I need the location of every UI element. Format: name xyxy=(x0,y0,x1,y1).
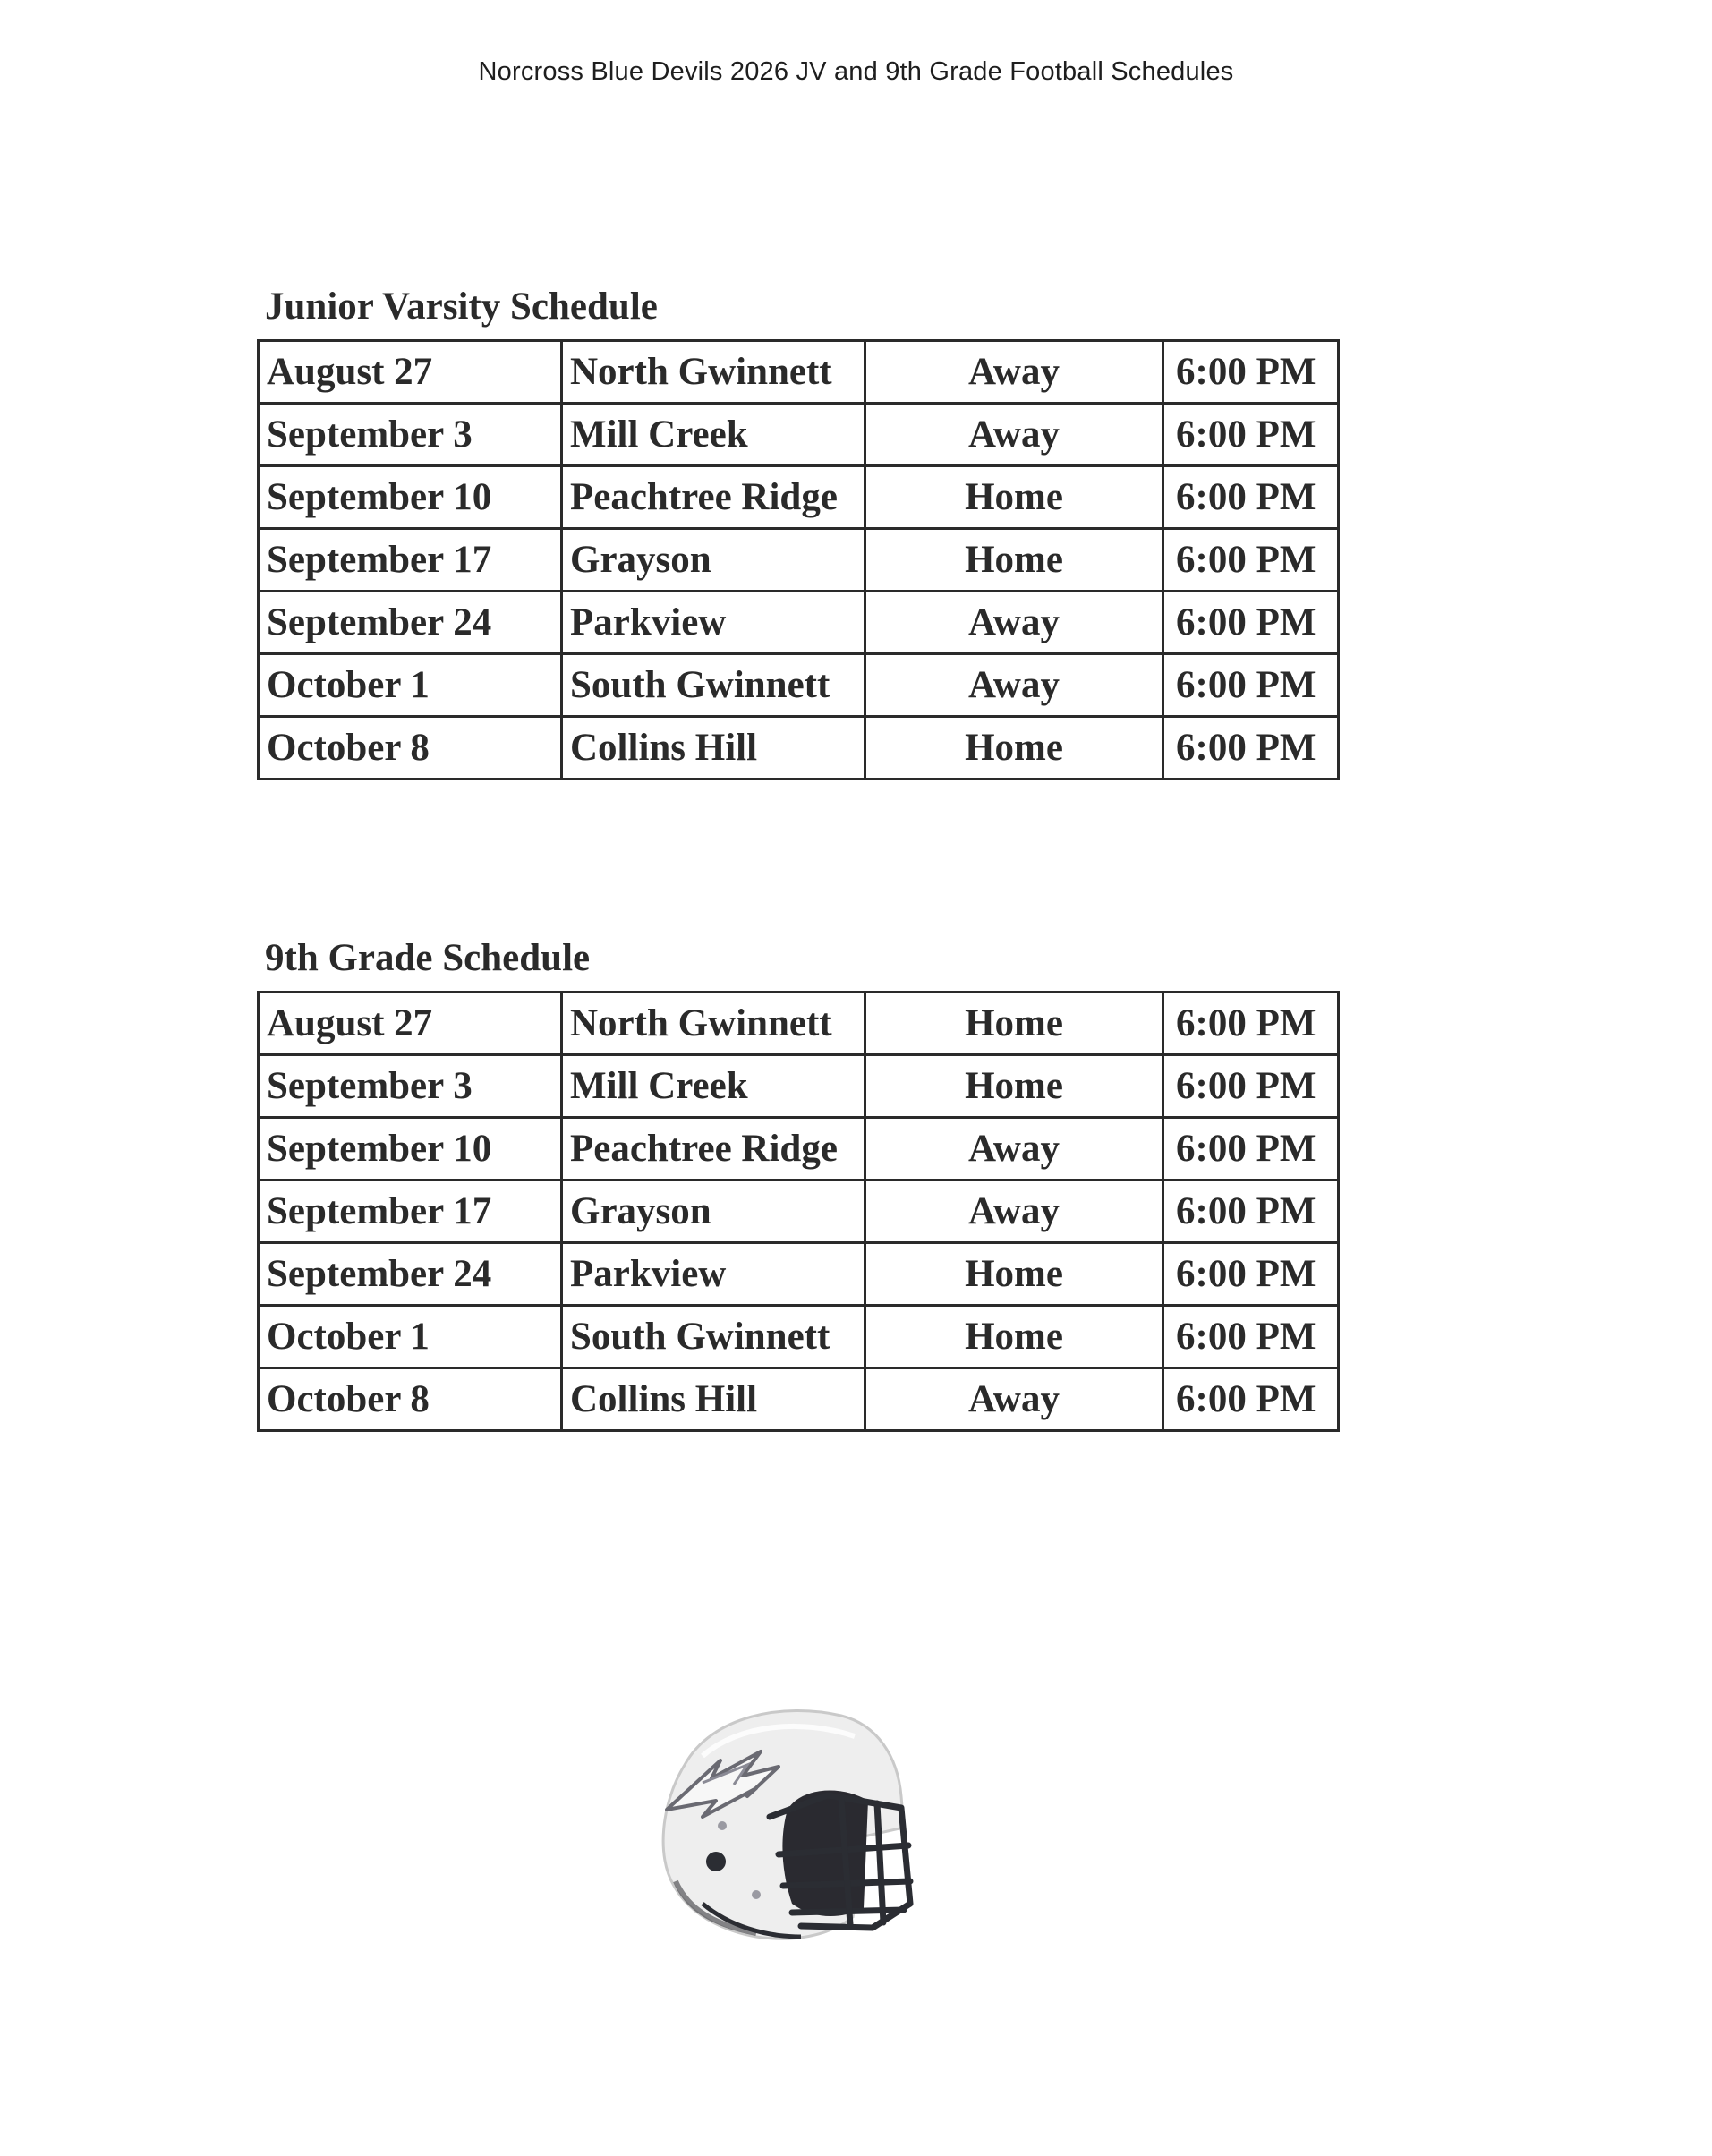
game-location: Home xyxy=(865,1243,1163,1306)
game-time: 6:00 PM xyxy=(1163,1306,1339,1368)
game-time: 6:00 PM xyxy=(1163,1118,1339,1180)
game-location: Away xyxy=(865,1180,1163,1243)
game-opponent: Collins Hill xyxy=(562,717,865,780)
table-row xyxy=(259,993,1339,1055)
game-time: 6:00 PM xyxy=(1163,654,1339,717)
game-location: Away xyxy=(865,1118,1163,1180)
game-opponent: Peachtree Ridge xyxy=(562,1118,865,1180)
game-opponent: North Gwinnett xyxy=(562,993,865,1055)
table-row xyxy=(259,341,1339,404)
football-helmet-icon xyxy=(649,1702,962,1953)
game-time: 6:00 PM xyxy=(1163,1180,1339,1243)
ninth-grade-schedule-heading: 9th Grade Schedule xyxy=(265,937,591,979)
table-row xyxy=(259,1306,1339,1368)
game-date: September 10 xyxy=(259,1118,562,1180)
game-location: Away xyxy=(865,1368,1163,1431)
table-row xyxy=(259,717,1339,780)
game-date: September 17 xyxy=(259,1180,562,1243)
game-location: Home xyxy=(865,1055,1163,1118)
game-time: 6:00 PM xyxy=(1163,529,1339,592)
game-location: Home xyxy=(865,466,1163,529)
table-row xyxy=(259,404,1339,466)
game-location: Home xyxy=(865,529,1163,592)
table-row xyxy=(259,529,1339,592)
game-date: October 8 xyxy=(259,1368,562,1431)
game-time: 6:00 PM xyxy=(1163,993,1339,1055)
game-time: 6:00 PM xyxy=(1163,466,1339,529)
game-location: Away xyxy=(865,654,1163,717)
table-row xyxy=(259,1180,1339,1243)
table-row xyxy=(259,1055,1339,1118)
game-opponent: Grayson xyxy=(562,1180,865,1243)
game-opponent: Parkview xyxy=(562,1243,865,1306)
game-date: September 24 xyxy=(259,592,562,654)
game-date: September 3 xyxy=(259,404,562,466)
game-opponent: Parkview xyxy=(562,592,865,654)
table-row xyxy=(259,1118,1339,1180)
game-opponent: Grayson xyxy=(562,529,865,592)
game-date: August 27 xyxy=(259,993,562,1055)
ninth-grade-schedule-table xyxy=(257,991,1340,1432)
game-date: September 10 xyxy=(259,466,562,529)
game-time: 6:00 PM xyxy=(1163,404,1339,466)
game-time: 6:00 PM xyxy=(1163,1368,1339,1431)
game-date: August 27 xyxy=(259,341,562,404)
game-time: 6:00 PM xyxy=(1163,592,1339,654)
game-opponent: Peachtree Ridge xyxy=(562,466,865,529)
game-opponent: Mill Creek xyxy=(562,1055,865,1118)
game-opponent: South Gwinnett xyxy=(562,654,865,717)
game-date: September 17 xyxy=(259,529,562,592)
game-opponent: North Gwinnett xyxy=(562,341,865,404)
game-location: Away xyxy=(865,341,1163,404)
table-row xyxy=(259,1368,1339,1431)
page-title: Norcross Blue Devils 2026 JV and 9th Grade Football Schedules xyxy=(478,57,1234,86)
game-date: October 8 xyxy=(259,717,562,780)
game-location: Home xyxy=(865,1306,1163,1368)
game-date: September 24 xyxy=(259,1243,562,1306)
game-time: 6:00 PM xyxy=(1163,341,1339,404)
table-row xyxy=(259,654,1339,717)
game-location: Away xyxy=(865,592,1163,654)
table-row xyxy=(259,1243,1339,1306)
game-time: 6:00 PM xyxy=(1163,717,1339,780)
jv-schedule-table xyxy=(257,339,1340,780)
jv-schedule-heading: Junior Varsity Schedule xyxy=(265,285,658,328)
game-date: September 3 xyxy=(259,1055,562,1118)
game-location: Home xyxy=(865,993,1163,1055)
game-time: 6:00 PM xyxy=(1163,1055,1339,1118)
game-opponent: Collins Hill xyxy=(562,1368,865,1431)
game-date: October 1 xyxy=(259,1306,562,1368)
table-row xyxy=(259,466,1339,529)
game-time: 6:00 PM xyxy=(1163,1243,1339,1306)
game-opponent: Mill Creek xyxy=(562,404,865,466)
game-location: Away xyxy=(865,404,1163,466)
game-date: October 1 xyxy=(259,654,562,717)
game-location: Home xyxy=(865,717,1163,780)
table-row xyxy=(259,592,1339,654)
game-opponent: South Gwinnett xyxy=(562,1306,865,1368)
